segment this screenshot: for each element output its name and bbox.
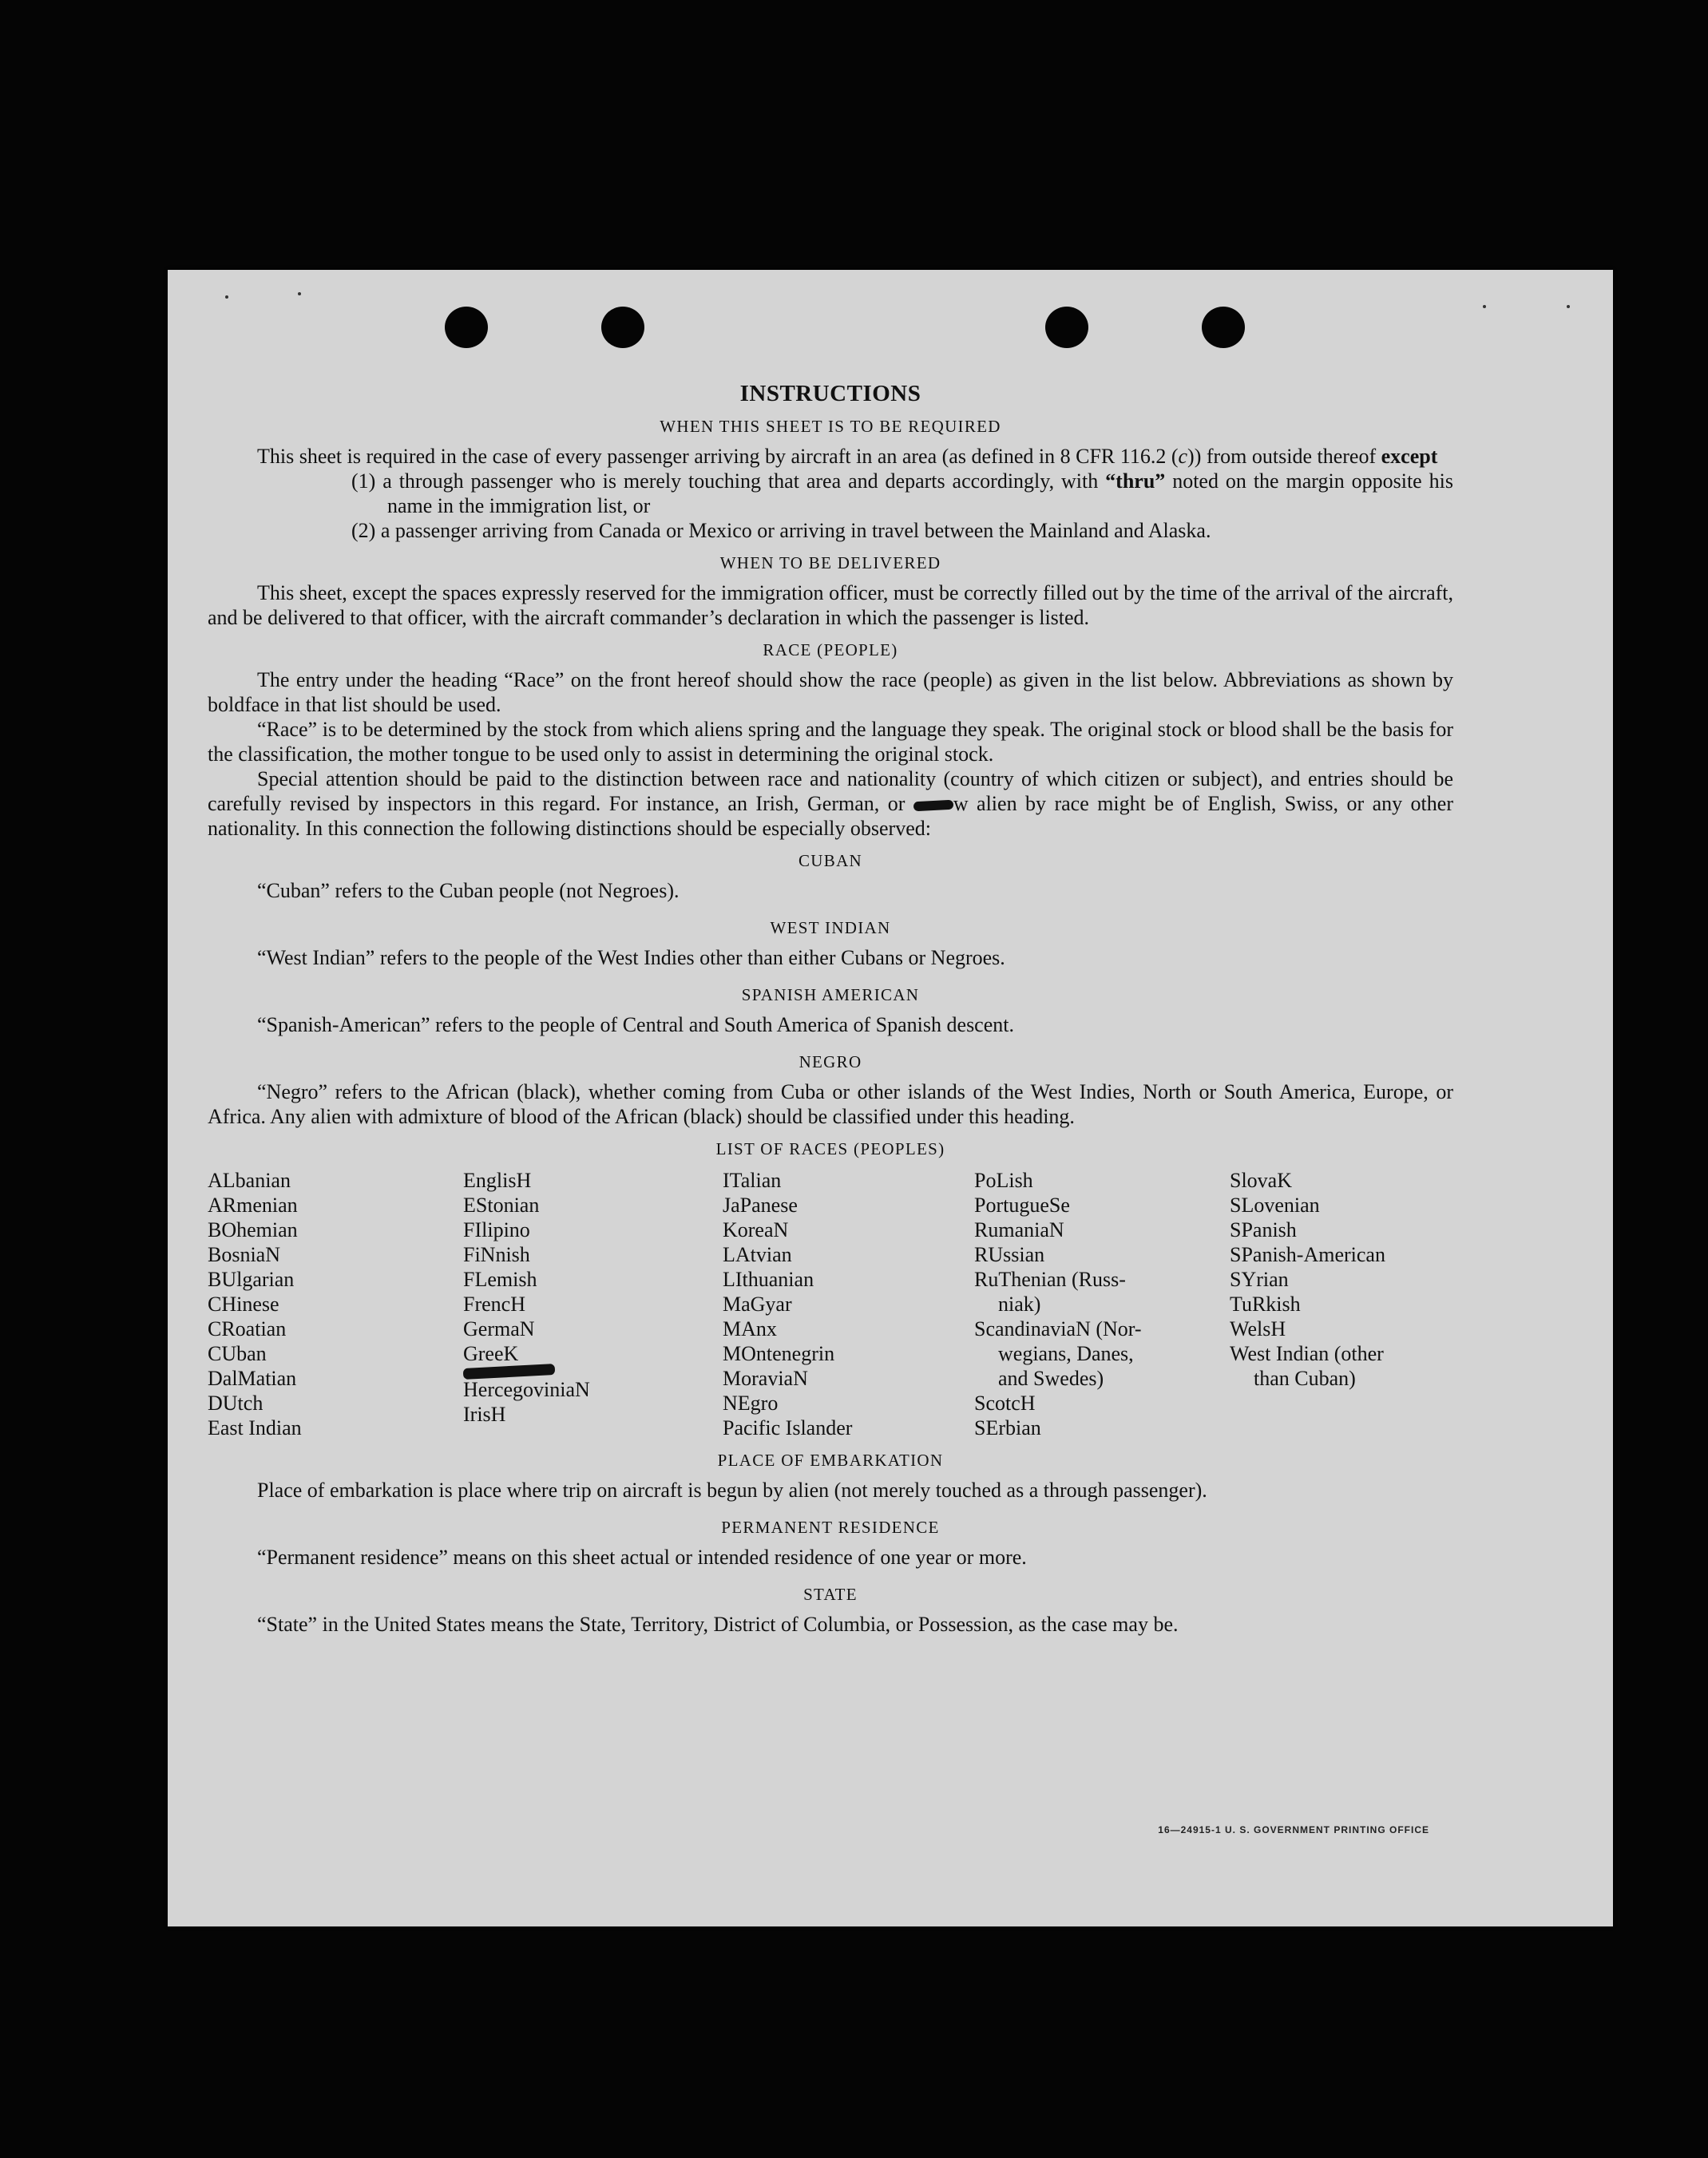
race-entry: SPanish xyxy=(1230,1218,1297,1241)
exception-item-1: (1) a through passenger who is merely touching that area and departs accordingly, with “thru” noted on the margin opposite his name in the immigration list, or xyxy=(351,469,1453,517)
races-column-4 xyxy=(974,1168,1230,1440)
west-indian-text: “West Indian” refers to the people of the West Indies other than either Cubans or Negroes. xyxy=(257,946,1005,969)
race-entry: DUtch xyxy=(208,1392,264,1415)
race-entry: EnglisH xyxy=(463,1169,532,1192)
section-heading-embarkation: PLACE OF EMBARKATION xyxy=(717,1451,944,1470)
race-entry: SPanish-American xyxy=(1230,1243,1385,1266)
race-entry: West Indian (other xyxy=(1230,1342,1384,1365)
paper-speck xyxy=(225,295,228,299)
race-entry: GreeK xyxy=(463,1342,519,1365)
section-heading-when-delivered: WHEN TO BE DELIVERED xyxy=(719,553,941,572)
punch-hole xyxy=(445,307,488,348)
race-entry: than Cuban) xyxy=(1254,1367,1356,1390)
punch-hole xyxy=(1202,307,1245,348)
race-entry: RUssian xyxy=(974,1243,1045,1266)
embarkation-text: Place of embarkation is place where trip on aircraft is begun by alien (not merely touched as a through passenger). xyxy=(257,1479,1207,1502)
race-entry: wegians, Danes, xyxy=(998,1342,1134,1365)
race-entry: HercegoviniaN xyxy=(463,1378,590,1401)
races-column-3 xyxy=(723,1168,974,1440)
races-column-2-bottom xyxy=(463,1377,723,1427)
race-entry: RumaniaN xyxy=(974,1218,1064,1241)
section-heading-race: RACE (PEOPLE) xyxy=(763,640,898,659)
race-entry: MaGyar xyxy=(723,1293,792,1316)
race-entry: PortugueSe xyxy=(974,1194,1070,1217)
race-entry: BOhemian xyxy=(208,1218,298,1241)
race-entry: MoraviaN xyxy=(723,1367,808,1390)
race-paragraph-3: Special attention should be paid to the distinction between race and nationality (country of which citizen or subject), and entries should be carefully revised by inspectors in this regard. For instance, an Irish, German, or w alien by race might be of English, Swiss, or any other nationality. In this connection the following distinctions should be especially observed: xyxy=(208,767,1453,840)
race-entry: JaPanese xyxy=(723,1194,798,1217)
section-heading-residence: PERMANENT RESIDENCE xyxy=(721,1518,940,1537)
section-heading-negro: NEGRO xyxy=(799,1052,862,1071)
punch-hole xyxy=(1045,307,1088,348)
race-entry: Pacific Islander xyxy=(723,1416,853,1439)
race-entry: NEgro xyxy=(723,1392,779,1415)
residence-text: “Permanent residence” means on this sheet actual or intended residence of one year or more. xyxy=(257,1546,1027,1569)
race-entry: KoreaN xyxy=(723,1218,789,1241)
page-title: INSTRUCTIONS xyxy=(739,381,921,406)
when-required-intro: This sheet is required in the case of every passenger arriving by aircraft in an area (as defined in 8 CFR 116.2 (c)) from outside thereof except xyxy=(257,445,1438,468)
race-entry: SlovaK xyxy=(1230,1169,1292,1192)
race-entry: ARmenian xyxy=(208,1194,298,1217)
race-paragraph-1: The entry under the heading “Race” on the front hereof should show the race (people) as given in the list below. Abbreviations as shown by boldface in that list should be used. xyxy=(208,668,1453,716)
race-entry: and Swedes) xyxy=(998,1367,1104,1390)
race-entry: FrencH xyxy=(463,1293,525,1316)
section-heading-races-list: LIST OF RACES (PEOPLES) xyxy=(715,1139,945,1158)
races-column-2-top xyxy=(463,1168,723,1366)
race-entry: ScandinaviaN (Nor- xyxy=(974,1317,1142,1340)
exception-item-2: (2) a passenger arriving from Canada or Mexico or arriving in travel between the Mainland and Alaska. xyxy=(351,519,1211,542)
paper-speck xyxy=(1483,305,1486,308)
race-entry: CUban xyxy=(208,1342,267,1365)
race-entry: CHinese xyxy=(208,1293,279,1316)
race-entry: BosniaN xyxy=(208,1243,280,1266)
race-entry: GermaN xyxy=(463,1317,535,1340)
race-entry: MAnx xyxy=(723,1317,777,1340)
races-column-2 xyxy=(463,1168,723,1440)
races-column-1 xyxy=(208,1168,463,1440)
race-entry: RuThenian (Russ- xyxy=(974,1268,1126,1291)
race-entry: ALbanian xyxy=(208,1169,291,1192)
state-text: “State” in the United States means the State, Territory, District of Columbia, or Possession, as the case may be. xyxy=(257,1613,1179,1636)
race-entry: SYrian xyxy=(1230,1268,1289,1291)
races-list xyxy=(208,1168,1453,1440)
printing-office-code: 16—24915-1 U. S. GOVERNMENT PRINTING OFFICE xyxy=(1158,1824,1429,1835)
race-entry: ITalian xyxy=(723,1169,782,1192)
race-entry: TuRkish xyxy=(1230,1293,1301,1316)
punch-hole xyxy=(601,307,644,348)
race-entry: East Indian xyxy=(208,1416,302,1439)
section-heading-spanish-american: SPANISH AMERICAN xyxy=(741,985,920,1004)
race-entry: niak) xyxy=(998,1293,1041,1316)
when-delivered-text: This sheet, except the spaces expressly reserved for the immigration officer, must be correctly filled out by the time of the arrival of the aircraft, and be delivered to that officer, with the aircraft commander’s declaration in which the passenger is listed. xyxy=(208,581,1453,629)
race-entry: BUlgarian xyxy=(208,1268,295,1291)
race-entry: ScotcH xyxy=(974,1392,1036,1415)
race-entry: EStonian xyxy=(463,1194,540,1217)
section-heading-when-required: WHEN THIS SHEET IS TO BE REQUIRED xyxy=(660,417,1001,436)
negro-text: “Negro” refers to the African (black), whether coming from Cuba or other islands of the West Indies, North or South America, Europe, or Africa. Any alien with admixture of blood of the African (black) should be classified under this heading. xyxy=(208,1080,1453,1128)
section-heading-west-indian: WEST INDIAN xyxy=(770,918,891,937)
race-entry: SErbian xyxy=(974,1416,1041,1439)
paper-speck xyxy=(1567,305,1570,308)
races-column-5 xyxy=(1230,1168,1453,1440)
race-entry: CRoatian xyxy=(208,1317,287,1340)
race-entry: FiNnish xyxy=(463,1243,530,1266)
document-sheet xyxy=(168,270,1613,1926)
instructions-content xyxy=(208,382,1453,1637)
section-heading-cuban: CUBAN xyxy=(798,851,862,870)
race-entry: LAtvian xyxy=(723,1243,792,1266)
race-entry: MOntenegrin xyxy=(723,1342,835,1365)
race-entry: SLovenian xyxy=(1230,1194,1320,1217)
redaction-mark xyxy=(913,800,954,812)
race-entry: FIlipino xyxy=(463,1218,530,1241)
cuban-text: “Cuban” refers to the Cuban people (not Negroes). xyxy=(257,879,680,902)
spanish-american-text: “Spanish-American” refers to the people of Central and South America of Spanish descent. xyxy=(257,1013,1014,1036)
race-entry: PoLish xyxy=(974,1169,1033,1192)
redacted-race-entry xyxy=(463,1366,723,1377)
race-entry: FLemish xyxy=(463,1268,537,1291)
race-paragraph-2: “Race” is to be determined by the stock from which aliens spring and the language they speak. The original stock or blood shall be the basis for the classification, the mother tongue to be used only to assist in determining the original stock. xyxy=(208,718,1453,766)
paper-speck xyxy=(298,292,301,295)
race-entry: LIthuanian xyxy=(723,1268,814,1291)
section-heading-state: STATE xyxy=(803,1585,858,1604)
race-entry: WelsH xyxy=(1230,1317,1286,1340)
race-entry: IrisH xyxy=(463,1403,506,1426)
race-entry: DalMatian xyxy=(208,1367,297,1390)
